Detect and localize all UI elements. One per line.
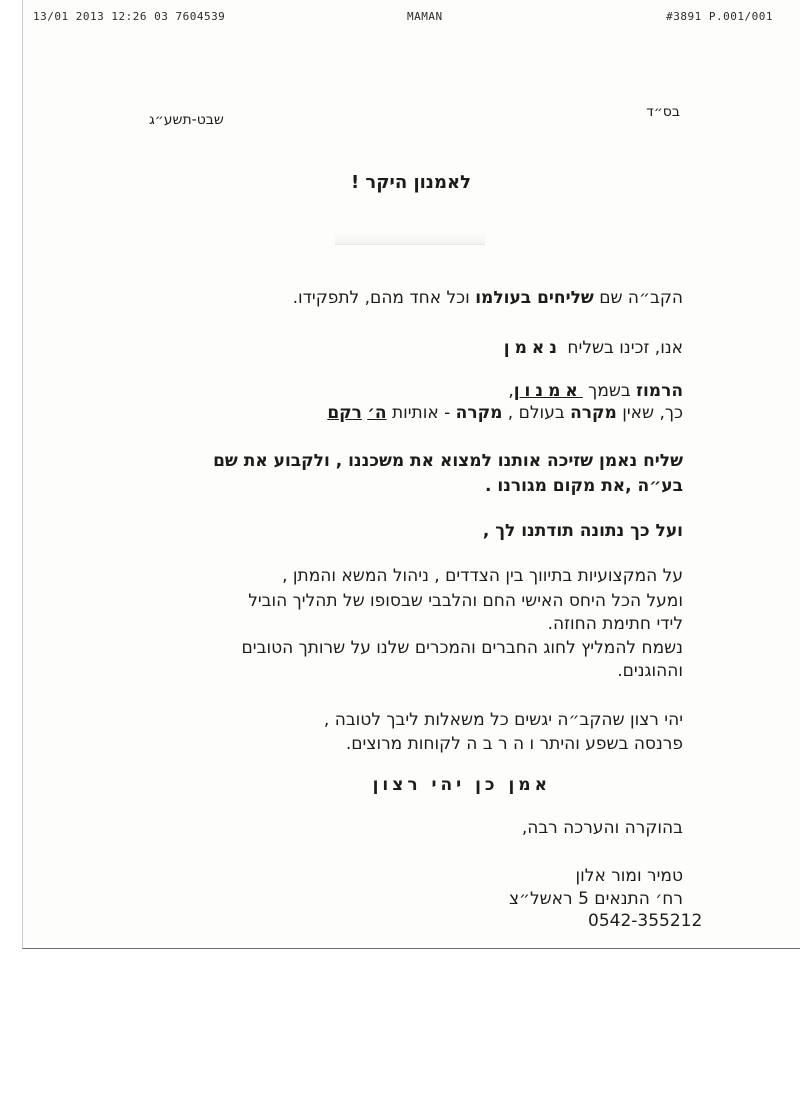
text-segment: ,	[508, 381, 514, 401]
body-line-10: לידי חתימת החוזה.	[547, 614, 683, 634]
signature-name: טמיר ומור אלון	[575, 866, 683, 886]
blank-area	[0, 949, 800, 1100]
fax-page-number: #3891 P.001/001	[666, 10, 773, 23]
body-line-6: בע״ה ,את מקום מגורנו .	[484, 476, 683, 496]
underlined-bold-segment: רקם	[327, 403, 362, 423]
bsd-mark: בס״ד	[646, 104, 680, 120]
salutation: לאמנון היקר !	[350, 172, 471, 193]
bold-segment: הרמוז	[636, 381, 683, 401]
text-segment: בשמך	[582, 381, 637, 401]
body-line-3	[508, 381, 683, 401]
scan-smudge	[335, 232, 485, 245]
fax-sender: MAMAN	[407, 10, 443, 23]
body-line-13: יהי רצון שהקב״ה יגשים כל משאלות ליבך לטובה ,	[323, 710, 683, 730]
letter-page	[22, 0, 800, 949]
body-line-9: ומעל הכל היחס האישי החם והלבבי שבסופו של תהליך הוביל	[248, 591, 683, 611]
body-line-5: שליח נאמן שזיכה אותנו למצוא את משכננו , ולקבוע את שם	[213, 451, 683, 471]
fax-header	[33, 10, 773, 26]
closing: בהוקרה והערכה רבה,	[521, 818, 683, 838]
underlined-bold-segment: ה׳	[367, 403, 387, 423]
fax-datetime: 13/01 2013 12:26 03 7604539	[33, 10, 226, 23]
amen-line: אמן כן יהי רצון	[372, 775, 551, 795]
bold-segment: מקרה	[570, 403, 617, 423]
body-line-11: נשמח להמליץ לחוג החברים והמכרים שלנו על שרותך הטובים	[241, 638, 683, 658]
text-segment: בעולם ,	[502, 403, 571, 423]
text-segment: כך, שאין	[616, 403, 683, 423]
body-line-2	[504, 338, 683, 358]
text-segment: הקב״ה שם	[593, 288, 683, 308]
hebrew-date: שבט-תשע״ג	[149, 112, 224, 128]
body-line-8: על המקצועיות בתיווך בין הצדדים , ניהול המשא והמתן ,	[282, 566, 683, 586]
spaced-word: נאמן	[503, 338, 563, 358]
body-line-4	[327, 403, 683, 423]
underlined-name: אמנון	[513, 381, 583, 401]
body-line-12: וההוגנים.	[617, 661, 683, 681]
bold-segment: שליחים בעולמו	[475, 288, 594, 308]
text-segment: - אותיות	[386, 403, 456, 423]
phone-number: 0542-355212	[588, 911, 703, 931]
body-line-1	[293, 288, 683, 308]
address: רח׳ התנאים 5 ראשל״צ	[508, 889, 683, 909]
text-segment: אנו, זכינו בשליח	[562, 338, 683, 358]
bold-segment: מקרה	[455, 403, 503, 423]
text-segment: וכל אחד מהם, לתפקידו.	[292, 288, 476, 308]
body-line-14: פרנסה בשפע והיתר ו ה ר ב ה לקוחות מרוצים.	[345, 734, 683, 754]
body-line-7: ועל כך נתונה תודתנו לך ,	[482, 521, 683, 541]
